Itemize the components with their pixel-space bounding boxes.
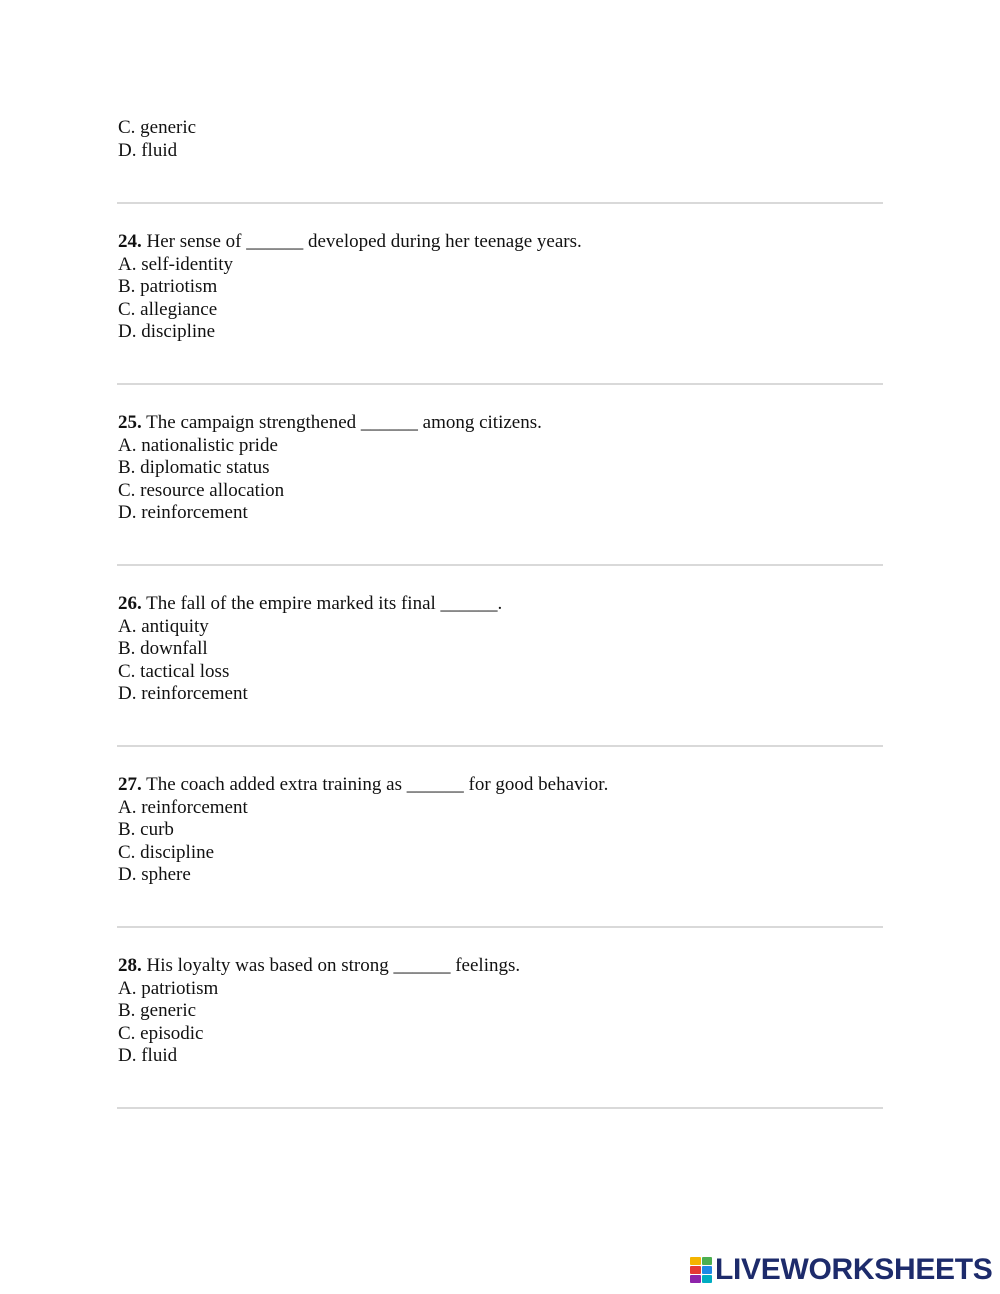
question-stem — [118, 231, 883, 254]
divider — [117, 564, 883, 566]
option-c: C. allegiance — [118, 298, 218, 320]
question-number: 25. — [118, 412, 142, 433]
option-c: C. discipline — [118, 841, 215, 863]
option-a: A. nationalistic pride — [118, 434, 278, 456]
logo-tile — [702, 1275, 713, 1283]
question-text: The coach added extra training as ______ for good behavior. — [141, 774, 609, 795]
question-number: 28. — [118, 955, 142, 976]
question-24 — [118, 231, 883, 344]
question-stem — [118, 774, 883, 797]
question-number: 26. — [118, 593, 142, 614]
option-a: A. patriotism — [118, 977, 219, 999]
option-d: D. reinforcement — [118, 683, 248, 705]
option-d: D. reinforcement — [118, 502, 248, 524]
question-27 — [118, 774, 883, 887]
carry-over-options — [118, 117, 883, 162]
logo-tile — [690, 1257, 701, 1265]
question-stem — [118, 412, 883, 435]
option-b: B. patriotism — [118, 276, 218, 298]
question-stem — [118, 955, 883, 978]
option-b: B. diplomatic status — [118, 457, 270, 479]
question-number: 27. — [118, 774, 142, 795]
liveworksheets-logo — [690, 1253, 993, 1287]
question-28 — [118, 955, 883, 1068]
question-25 — [118, 412, 883, 525]
option-a: A. antiquity — [118, 615, 209, 637]
option-line: D. fluid — [118, 139, 178, 161]
option-d: D. discipline — [118, 321, 216, 343]
question-text: The fall of the empire marked its final ______. — [141, 593, 503, 614]
option-d: D. sphere — [118, 864, 191, 886]
logo-tile — [702, 1266, 713, 1274]
option-a: A. reinforcement — [118, 796, 248, 818]
logo-tile — [690, 1266, 701, 1274]
divider — [117, 383, 883, 385]
option-a: A. self-identity — [118, 253, 234, 275]
question-number: 24. — [118, 231, 142, 252]
option-d: D. fluid — [118, 1045, 178, 1067]
divider — [117, 202, 883, 204]
question-text: Her sense of ______ developed during her teenage years. — [141, 231, 582, 252]
liveworksheets-logo-icon — [690, 1257, 712, 1283]
question-text: The campaign strengthened ______ among citizens. — [141, 412, 542, 433]
divider — [117, 1107, 883, 1109]
question-stem — [118, 593, 883, 616]
question-26 — [118, 593, 883, 706]
logo-tile — [702, 1257, 713, 1265]
logo-tile — [690, 1275, 701, 1283]
divider — [117, 926, 883, 928]
option-b: B. curb — [118, 819, 174, 841]
option-c: C. tactical loss — [118, 660, 230, 682]
option-b: B. generic — [118, 1000, 197, 1022]
option-b: B. downfall — [118, 638, 208, 660]
option-line: C. generic — [118, 117, 197, 138]
option-c: C. resource allocation — [118, 479, 285, 501]
divider — [117, 745, 883, 747]
question-text: His loyalty was based on strong ______ feelings. — [141, 955, 521, 976]
liveworksheets-wordmark: LIVEWORKSHEETS — [715, 1253, 993, 1286]
option-c: C. episodic — [118, 1022, 204, 1044]
